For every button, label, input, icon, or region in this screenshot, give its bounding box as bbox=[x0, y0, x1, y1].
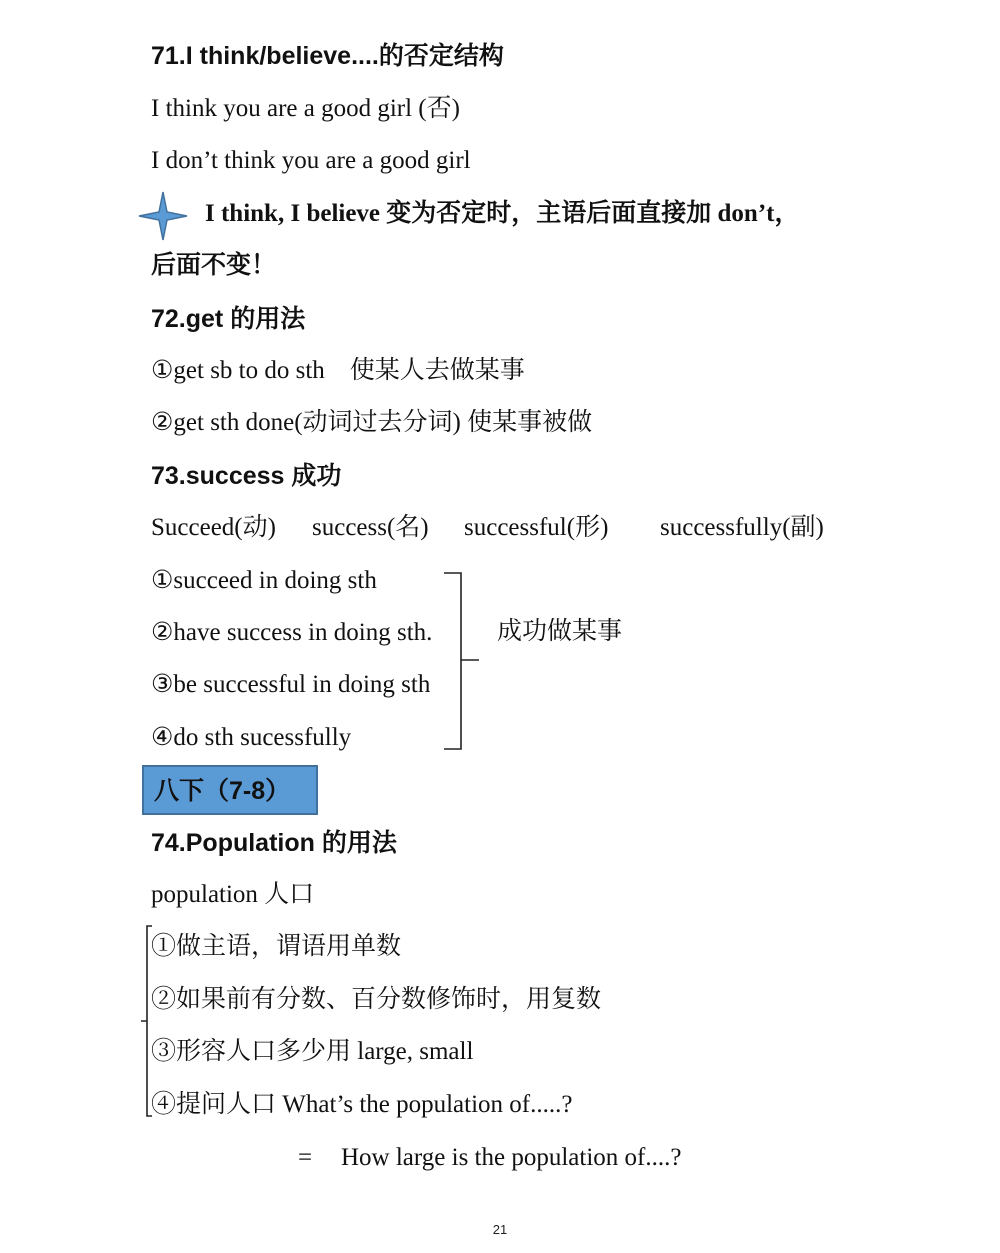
population-rule-4: ④提问人口 What’s the population of.....? bbox=[151, 1091, 573, 1118]
word-form-adverb: successfully(副) bbox=[660, 514, 824, 541]
example-negative: I don’t think you are a good girl bbox=[151, 147, 471, 174]
population-question-alt: How large is the population of....? bbox=[341, 1144, 682, 1171]
heading-73: 73.success 成功 bbox=[151, 462, 342, 490]
word-form-noun: success(名) bbox=[312, 514, 429, 541]
population-rule-2: ②如果前有分数、百分数修饰时，用复数 bbox=[151, 986, 602, 1013]
word-form-adjective: successful(形) bbox=[464, 514, 609, 541]
success-phrase-1: ①succeed in doing sth bbox=[151, 567, 377, 594]
page-number: 21 bbox=[492, 1222, 508, 1237]
four-point-star-icon bbox=[137, 190, 189, 242]
heading-74: 74.Population 的用法 bbox=[151, 829, 397, 857]
section-label-box bbox=[142, 765, 318, 815]
section-label: 八下（7-8） bbox=[154, 777, 291, 805]
heading-71: 71.I think/believe....的否定结构 bbox=[151, 42, 504, 70]
note-line-2: 后面不变！ bbox=[151, 252, 277, 279]
example-affirmative: I think you are a good girl (否) bbox=[151, 95, 460, 122]
note-line-1: I think, I believe 变为否定时，主语后面直接加 don’t， bbox=[205, 200, 800, 227]
word-form-verb: Succeed(动) bbox=[151, 514, 276, 541]
equals-sign: = bbox=[298, 1144, 313, 1171]
population-intro: population 人口 bbox=[151, 881, 315, 908]
population-rule-1: ①做主语，谓语用单数 bbox=[151, 933, 402, 960]
success-meaning: 成功做某事 bbox=[497, 618, 623, 645]
get-usage-1: ①get sb to do sth 使某人去做某事 bbox=[151, 357, 525, 384]
heading-72: 72.get 的用法 bbox=[151, 305, 306, 333]
success-phrase-2: ②have success in doing sth. bbox=[151, 619, 433, 646]
success-phrase-3: ③be successful in doing sth bbox=[151, 671, 431, 698]
success-phrase-4: ④do sth sucessfully bbox=[151, 724, 352, 751]
population-rule-3: ③形容人口多少用 large, small bbox=[151, 1038, 474, 1065]
right-bracket bbox=[440, 570, 482, 752]
get-usage-2: ②get sth done(动词过去分词) 使某事被做 bbox=[151, 409, 593, 436]
